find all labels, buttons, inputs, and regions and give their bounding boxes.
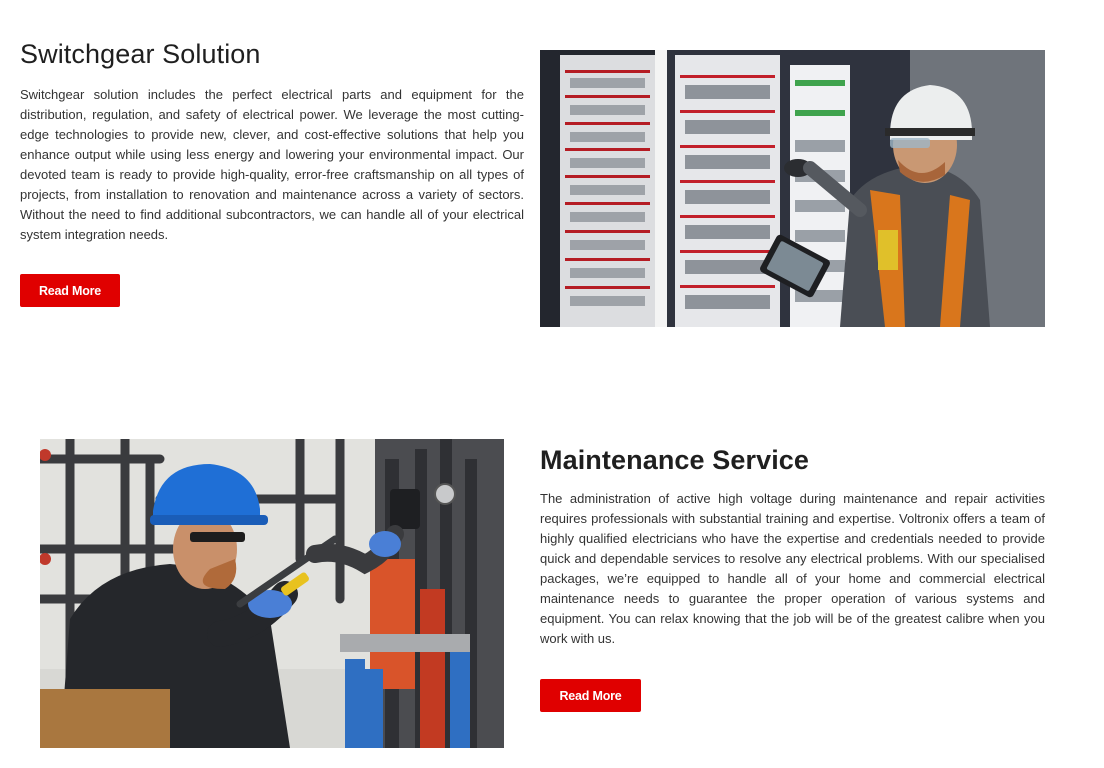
cabinet-middle <box>675 55 780 327</box>
switchgear-photo <box>540 50 1045 327</box>
maintenance-photo <box>40 439 504 748</box>
maintenance-description: The administration of active high voltage during maintenance and repair activities requires professionals with substantial training and expertise. Voltronix offers a team of highly qualified electricians who have the expertise and credentials needed to provide quick and dependable services to resolve any electrical problems. With our specialised packages, we’re equipped to handle all of your home and commercial electrical maintenance needs to guarantee the proper operation of various systems and equipment. You can relax knowing that the job will be of the greatest calibre when you work with us. <box>540 491 1045 646</box>
switchgear-title: Switchgear Solution <box>20 39 261 69</box>
cabinet-left <box>560 55 655 327</box>
maintenance-read-more-button[interactable]: Read More <box>540 679 641 712</box>
switchgear-description: Switchgear solution includes the perfect electrical parts and equipment for the distribution, regulation, and safety of electrical power. We leverage the most cutting-edge technologies to provide new, clever, and cost-effective solutions that help you enhance output while using less energy and lowering your environmental impact. Our devoted team is ready to provide high-quality, error-free craftsmanship on all types of projects, from installation to renovation and maintenance across a variety of sectors. Without the need to find additional subcontractors, we can handle all of your electrical system integration needs. <box>20 87 524 242</box>
switchgear-read-more-button[interactable]: Read More <box>20 274 120 307</box>
maintenance-title: Maintenance Service <box>540 445 810 475</box>
